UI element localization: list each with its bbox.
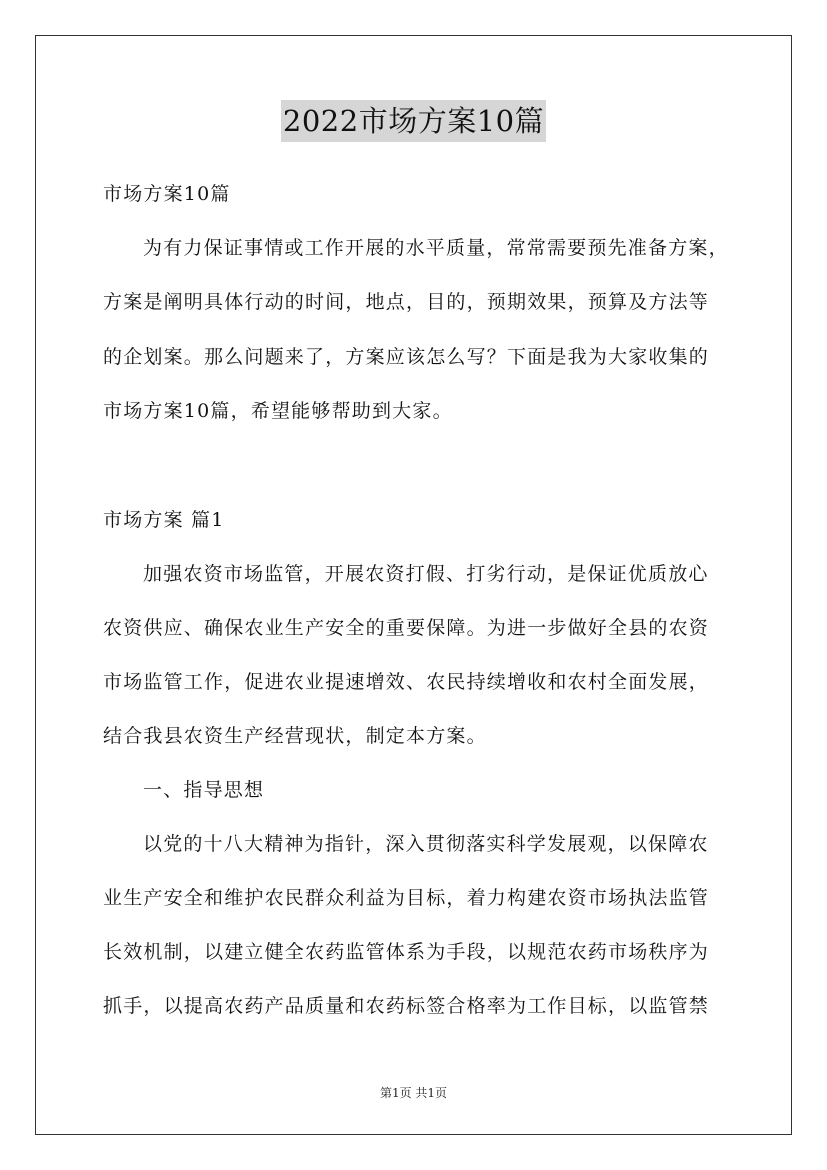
section-para-line-4: 结合我县农资生产经营现状，制定本方案。 [103,725,487,747]
intro-line-2: 方案是阐明具体行动的时间，地点，目的，预期效果，预算及方法等 [103,291,710,313]
guide-line-4: 抓手，以提高农药产品质量和农药标签合格率为工作目标，以监管禁 [103,995,710,1017]
intro-line-4: 市场方案10篇，希望能够帮助到大家。 [103,400,453,422]
section-heading: 市场方案 篇1 [103,509,225,531]
section-para-line-2: 农资供应、确保农业生产安全的重要保障。为进一步做好全县的农资 [103,617,710,639]
guide-line-2: 业生产安全和维护农民群众利益为目标，着力构建农资市场执法监管 [103,887,710,909]
section-para-line-3: 市场监管工作，促进农业提速增效、农民持续增收和农村全面发展， [103,671,710,693]
guide-line-3: 长效机制，以建立健全农药监管体系为手段，以规范农药市场秩序为 [103,941,710,963]
document-title: 2022市场方案10篇 [281,100,546,142]
title-wrap [0,100,827,142]
section-para-line-1: 加强农资市场监管，开展农资打假、打劣行动，是保证优质放心 [143,563,709,585]
document-subtitle: 市场方案10篇 [103,183,231,205]
guide-line-1: 以党的十八大精神为指针，深入贯彻落实科学发展观，以保障农 [143,833,709,855]
intro-line-3: 的企划案。那么问题来了，方案应该怎么写？下面是我为大家收集的 [103,346,710,368]
intro-line-1: 为有力保证事情或工作开展的水平质量，常常需要预先准备方案， [143,237,729,259]
page-footer: 第1页 共1页 [379,1086,448,1100]
subheading: 一、指导思想 [143,779,265,801]
